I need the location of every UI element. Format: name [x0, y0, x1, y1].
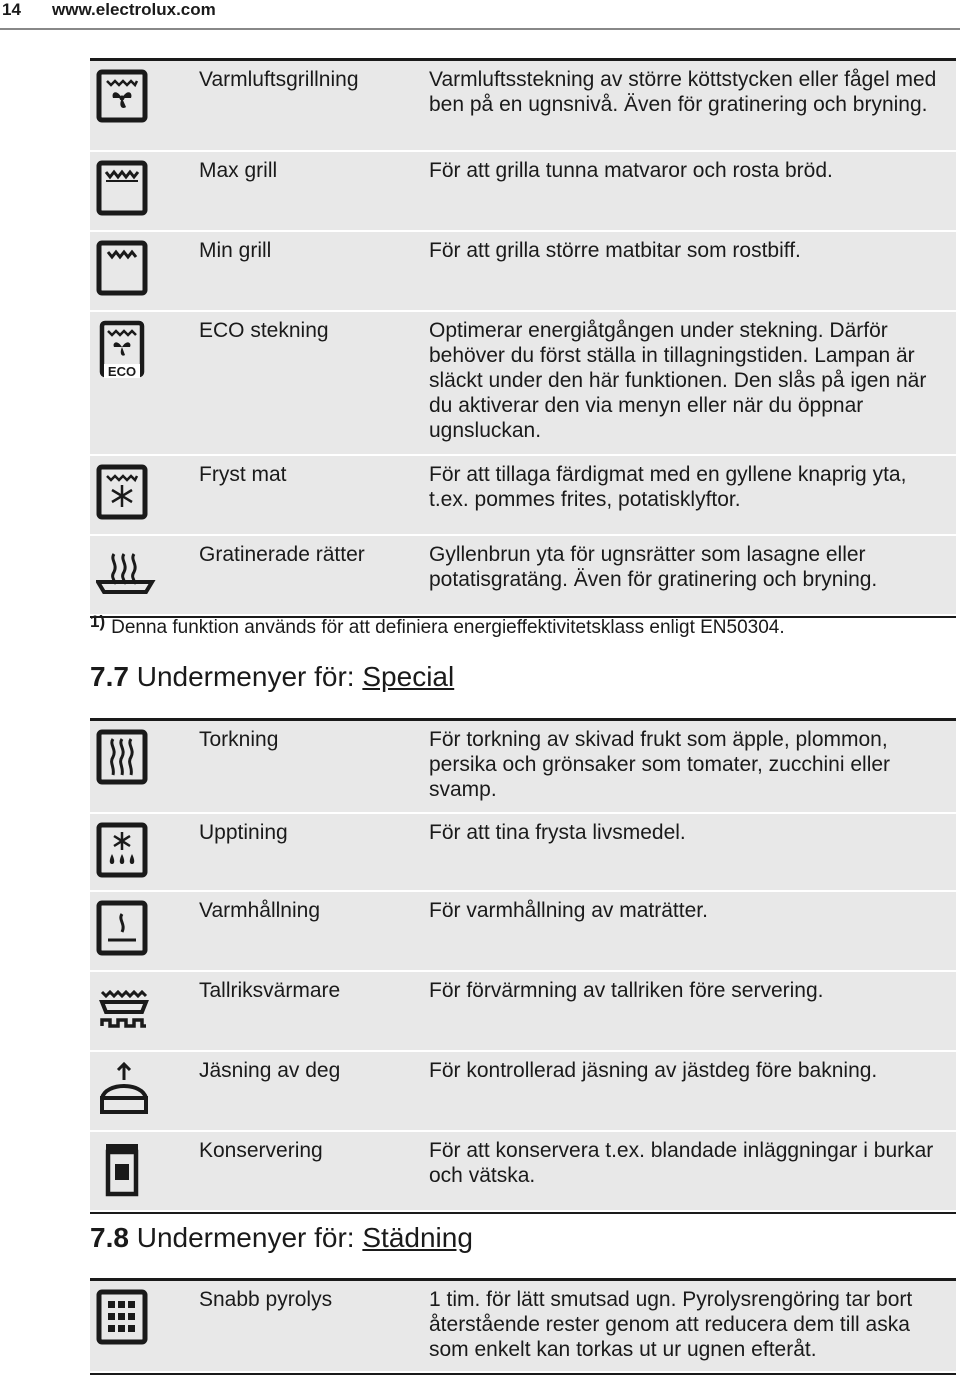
- section-heading-special: [90, 660, 454, 694]
- section-title: Undermenyer för:: [136, 1222, 355, 1253]
- function-name: Varmhållning: [199, 899, 321, 922]
- table-row: [90, 1132, 956, 1212]
- dough-proving-icon: [96, 1060, 152, 1120]
- min-grill-icon: [96, 240, 148, 296]
- special-link[interactable]: Special: [362, 661, 455, 692]
- function-name: Snabb pyrolys: [199, 1288, 333, 1311]
- function-description: 1 tim. för lätt smutsad ugn. Pyrolysrengöring tar bort återstående rester genom att reducera dem till aska som enkelt kan torkas ut ur ugnen efteråt.: [429, 1288, 913, 1361]
- table-row: [90, 814, 956, 892]
- cleaning-table: [90, 1278, 956, 1375]
- defrost-icon: [96, 822, 148, 878]
- table-row: [90, 312, 956, 456]
- table-row: [90, 536, 956, 616]
- site-url[interactable]: www.electrolux.com: [52, 0, 216, 19]
- function-name: Fryst mat: [199, 463, 287, 486]
- table-row: [90, 456, 956, 536]
- footnote-text: Denna funktion används för att definiera energieffektivitetsklass enligt EN50304.: [111, 617, 785, 638]
- section-number: 7.8: [90, 1222, 129, 1253]
- table-row: [90, 1281, 956, 1373]
- page-number: 14: [2, 0, 21, 19]
- pyrolysis-icon: [96, 1289, 148, 1345]
- table-row: [90, 721, 956, 814]
- function-description: Gyllenbrun yta för ugnsrätter som lasagne eller potatisgratäng. Även för gratinering och bryning.: [429, 543, 878, 591]
- section-number: 7.7: [90, 661, 129, 692]
- function-name: Tallriksvärmare: [199, 979, 341, 1002]
- plate-warmer-icon: [96, 980, 152, 1036]
- gratin-icon: [96, 544, 156, 600]
- function-name: Jäsning av deg: [199, 1059, 341, 1082]
- table-row: [90, 972, 956, 1052]
- table-row: [90, 152, 956, 232]
- functions-table: [90, 58, 956, 618]
- function-description: Optimerar energiåtgången under stekning. Därför behöver du först ställa in tillagningstiden. Lampan är släckt under den här funktionen. Den slås på igen när du aktiverar den via menyn eller när du öppnar ugnsluckan.: [429, 319, 927, 442]
- function-description: För torkning av skivad frukt som äpple, plommon, persika och grönsaker som tomater, zucchini eller svamp.: [429, 728, 891, 801]
- fan-grill-icon: [96, 69, 148, 123]
- table-row: [90, 232, 956, 312]
- special-table: [90, 718, 956, 1214]
- function-name: Varmluftsgrillning: [199, 68, 359, 91]
- function-description: För att grilla tunna matvaror och rosta bröd.: [429, 159, 833, 182]
- function-name: Konservering: [199, 1139, 323, 1162]
- keep-warm-icon: [96, 900, 148, 956]
- function-description: Varmluftsstekning av större köttstycken eller fågel med ben på en ugnsnivå. Även för gratinering och bryning.: [429, 68, 937, 116]
- table-row: [90, 61, 956, 152]
- page-header: [0, 0, 960, 30]
- drying-icon: [96, 729, 148, 785]
- function-name: ECO stekning: [199, 319, 329, 342]
- preserving-icon: [96, 1140, 148, 1198]
- table-row: [90, 892, 956, 972]
- frozen-icon: [96, 464, 148, 520]
- svg-text:ECO: ECO: [107, 364, 137, 379]
- function-description: För att grilla större matbitar som rostbiff.: [429, 239, 801, 262]
- section-title: Undermenyer för:: [136, 661, 355, 692]
- function-description: För att tina frysta livsmedel.: [429, 821, 686, 844]
- table-row: [90, 1052, 956, 1132]
- cleaning-link[interactable]: Städning: [362, 1222, 473, 1253]
- function-name: Min grill: [199, 239, 272, 262]
- eco-icon: [96, 320, 148, 382]
- max-grill-icon: [96, 160, 148, 216]
- function-description: För kontrollerad jäsning av jästdeg före bakning.: [429, 1059, 878, 1082]
- function-description: För förvärmning av tallriken före servering.: [429, 979, 824, 1002]
- function-name: Max grill: [199, 159, 278, 182]
- function-description: För att konservera t.ex. blandade inläggningar i burkar och vätska.: [429, 1139, 934, 1187]
- function-name: Torkning: [199, 728, 279, 751]
- function-name: Gratinerade rätter: [199, 543, 365, 566]
- function-description: För att tillaga färdigmat med en gyllene knaprig yta, t.ex. pommes frites, potatisklyftor.: [429, 463, 907, 511]
- section-heading-cleaning: [90, 1221, 473, 1255]
- footnote: [90, 612, 785, 639]
- footnote-marker: 1): [90, 612, 106, 631]
- function-description: För varmhållning av maträtter.: [429, 899, 708, 922]
- function-name: Upptining: [199, 821, 288, 844]
